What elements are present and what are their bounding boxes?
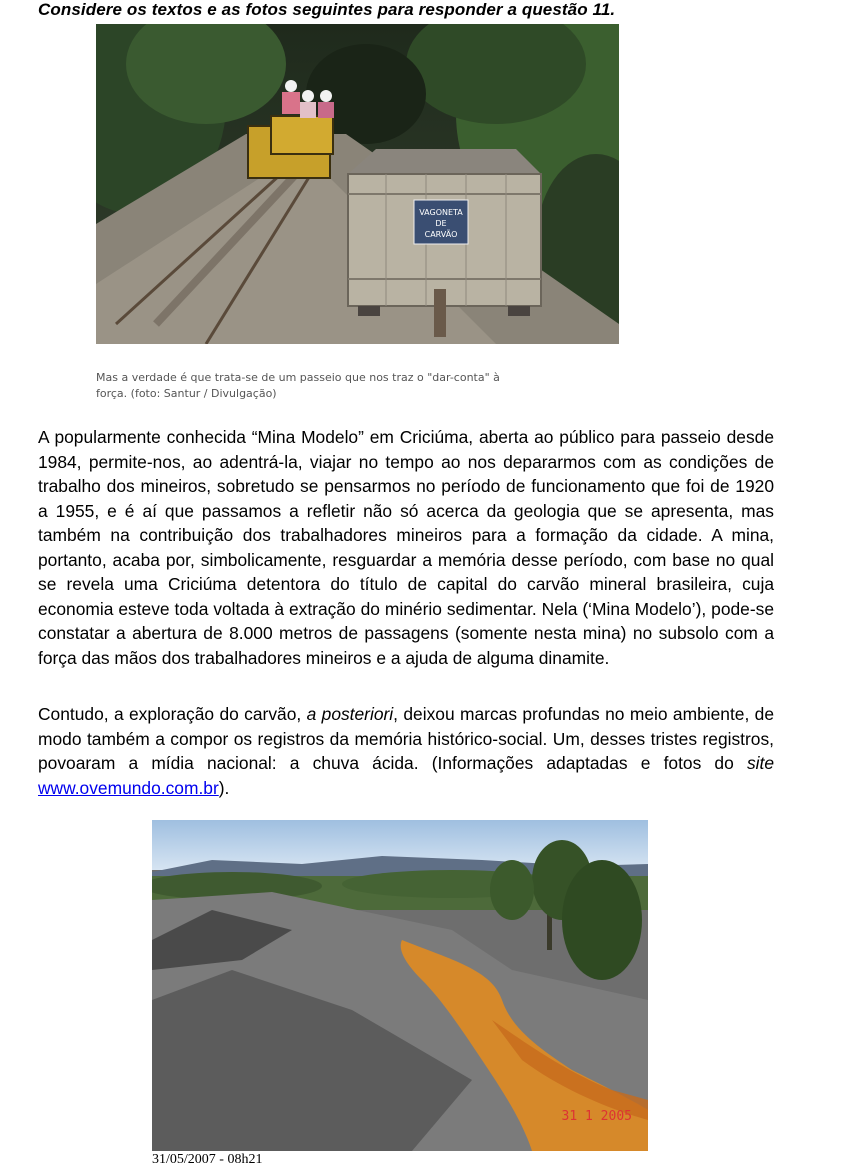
mine-cart-photo [96, 24, 619, 344]
ovemundo-link[interactable]: www.ovemundo.com.br [38, 777, 219, 798]
question-heading: Considere os textos e as fotos seguintes para responder a questão 11. [38, 0, 616, 19]
paragraph-2-italic-1: a posteriori [306, 704, 394, 724]
paragraph-2-text-1: Contudo, a exploração do carvão, [38, 704, 307, 724]
date-stamp: 31 1 2005 [561, 1109, 632, 1124]
paragraph-1: A popularmente conhecida “Mina Modelo” em Criciúma, aberta ao público para passeio desde 1984, permite-nos, ao adentrá-la, viajar no tempo ao nos depararmos com as condições de trabalho dos mineiros, sobretudo se pensarmos no período de funcionamento que foi de 1920 a 1955, e é aí que passamos a refletir não só acerca da geologia que se apresenta, mas também na contribuição dos trabalhadores mineiros para a formação da cidade. A mina, portanto, acaba por, simbolicamente, resguardar a memória desse período, com base no qual se revela uma Criciúma detentora do título de capital do carvão mineral brasileira, cuja economia esteve toda voltada à extração do minério sedimentar. Nela (‘Mina Modelo’), pode-se constatar a abertura de 8.000 metros de passagens (somente nesta mina) no subsolo com a força das mãos dos trabalhadores mineiros e a ajuda de alguma dinamite. [38, 427, 774, 668]
paragraph-2-text-4: ). [218, 777, 230, 798]
paragraph-2 [38, 702, 774, 800]
paragraph-2-text-2: , deixou marcas profundas no meio ambiente, de modo também a compor os registros da memória histórico-social. Um, desses tristes registros, povoaram a mídia nacional: a chuva ácida. (Informações adaptadas e fotos do [38, 704, 774, 773]
paragraph-2-italic-2: site [746, 753, 774, 773]
photo-caption [96, 370, 596, 402]
sign-line-1: VAGONETA [419, 208, 463, 217]
sign-line-2: DE [435, 219, 447, 228]
caption-line-1: Mas a verdade é que trata-se de um passeio que nos traz o "dar-conta" à [96, 371, 500, 384]
sign-line-3: CARVÃO [424, 230, 458, 239]
caption-line-2: força. (foto: Santur / Divulgação) [96, 387, 277, 400]
footer-timestamp: 31/05/2007 - 08h21 [152, 1152, 263, 1167]
degraded-land-photo [152, 820, 648, 1151]
